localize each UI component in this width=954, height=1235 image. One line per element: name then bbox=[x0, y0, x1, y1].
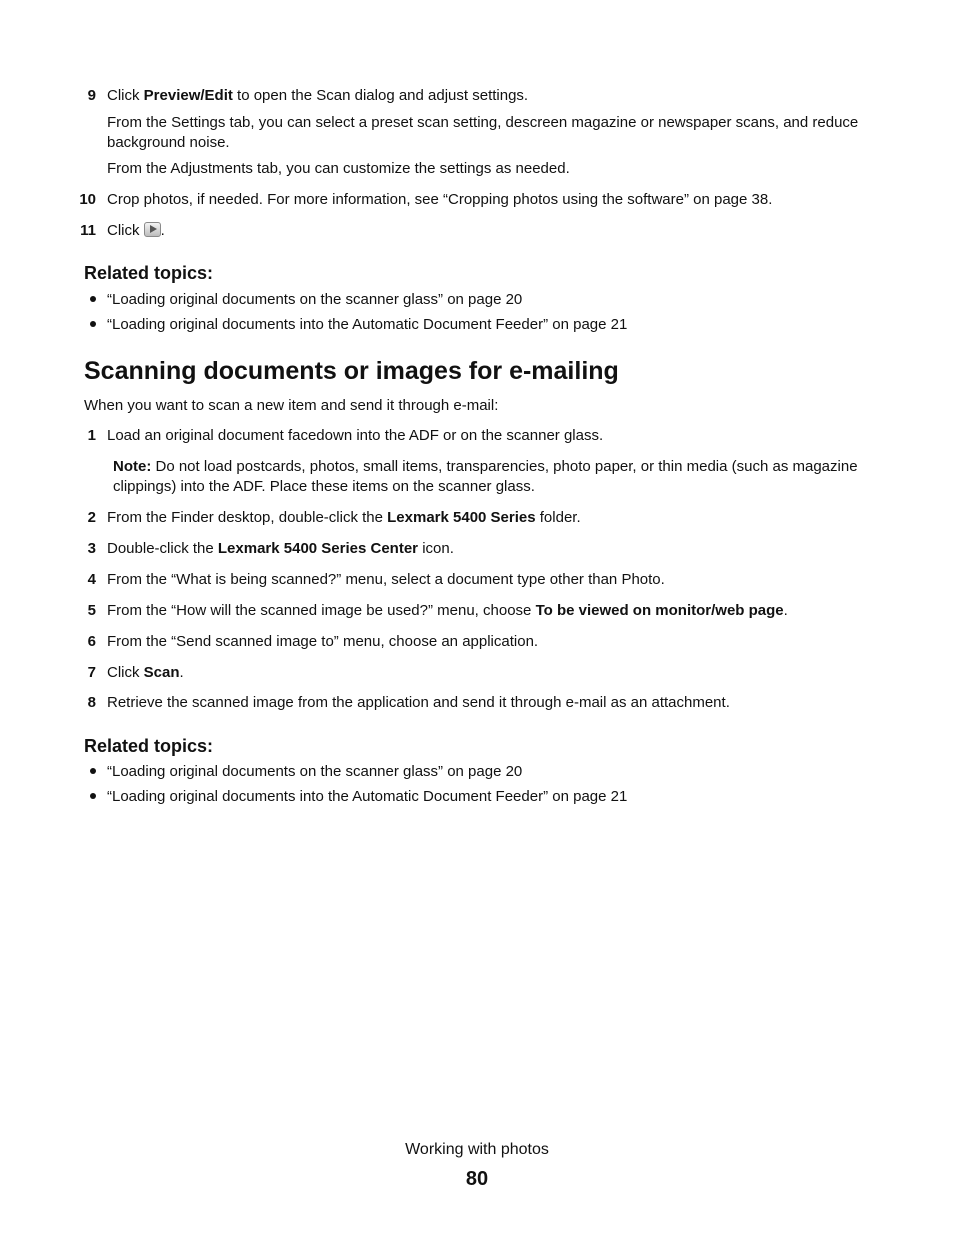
step-text-part: . bbox=[160, 222, 165, 239]
step-text-part: . bbox=[783, 602, 788, 619]
note-text: Do not load postcards, photos, small items, transparencies, photo paper, or thin media (such as magazine clippings) into the ADF. Place these items on the scanner glass. bbox=[113, 458, 858, 495]
step-number: 8 bbox=[87, 694, 96, 711]
related-topics-heading: Related topics: bbox=[84, 263, 214, 283]
step-number: 11 bbox=[80, 222, 96, 239]
step-number: 10 bbox=[79, 191, 96, 208]
step-text-bold: Preview/Edit bbox=[143, 87, 233, 104]
step-text-part: . bbox=[179, 664, 184, 681]
step-paragraph: From the Settings tab, you can select a preset scan setting, descreen magazine or newspaper scans, and reduce background noise. bbox=[107, 114, 859, 151]
section-title: Scanning documents or images for e-mailing bbox=[84, 357, 619, 385]
step-text-part: Click bbox=[107, 87, 144, 104]
step-text-part: icon. bbox=[418, 540, 454, 557]
step-text-part: Click bbox=[107, 222, 144, 239]
bullet-dot bbox=[90, 296, 96, 302]
step-text bbox=[107, 86, 528, 106]
related-topic-link[interactable]: “Loading original documents on the scanner glass” on page 20 bbox=[107, 291, 523, 308]
step-text bbox=[107, 570, 665, 590]
step-text-bold: To be viewed on monitor/web page bbox=[535, 602, 784, 619]
step-text-bold: Lexmark 5400 Series Center bbox=[217, 540, 419, 557]
related-topic-link[interactable]: “Loading original documents into the Automatic Document Feeder” on page 21 bbox=[107, 316, 628, 333]
step-text bbox=[107, 539, 454, 559]
step-text-part: Retrieve the scanned image from the application and send it through e-mail as an attachment. bbox=[107, 694, 730, 711]
step-text-part: folder. bbox=[535, 509, 581, 526]
step-number: 6 bbox=[87, 633, 96, 650]
intro-text: When you want to scan a new item and send it through e-mail: bbox=[84, 397, 499, 414]
related-topic-link[interactable]: “Loading original documents on the scanner glass” on page 20 bbox=[107, 763, 523, 780]
step-paragraph: From the Adjustments tab, you can customize the settings as needed. bbox=[107, 160, 570, 177]
step-number: 2 bbox=[87, 509, 96, 526]
page-number: 80 bbox=[465, 1168, 489, 1190]
bullet-dot bbox=[90, 768, 96, 774]
related-topics-heading: Related topics: bbox=[84, 736, 214, 756]
step-text-part: From the Finder desktop, double-click the bbox=[107, 509, 388, 526]
step-number: 1 bbox=[87, 427, 96, 444]
step-text bbox=[107, 508, 581, 528]
related-topic-link[interactable]: “Loading original documents into the Automatic Document Feeder” on page 21 bbox=[107, 788, 628, 805]
step-number: 9 bbox=[87, 87, 96, 104]
step-text bbox=[107, 601, 788, 621]
step-number: 5 bbox=[87, 602, 96, 619]
step-number: 4 bbox=[87, 571, 96, 588]
step-number: 3 bbox=[87, 540, 96, 557]
step-text-part: to open the Scan dialog and adjust settings. bbox=[232, 87, 529, 104]
step-number: 7 bbox=[87, 664, 96, 681]
step-text-part: Load an original document facedown into the ADF or on the scanner glass. bbox=[107, 427, 604, 444]
step-text-part: Click bbox=[107, 664, 144, 681]
step-text bbox=[107, 632, 538, 652]
step-text bbox=[107, 693, 730, 713]
step-text bbox=[107, 426, 603, 446]
bullet-dot bbox=[90, 793, 96, 799]
step-text-part: From the “Send scanned image to” menu, choose an application. bbox=[107, 633, 539, 650]
step-text-bold: Lexmark 5400 Series bbox=[387, 509, 536, 526]
step-text bbox=[107, 663, 184, 683]
step-text-bold: Scan bbox=[143, 664, 180, 681]
note-label: Note: bbox=[113, 458, 152, 475]
step-text: Crop photos, if needed. For more information, see “Cropping photos using the software” on page 38. bbox=[107, 191, 773, 208]
note bbox=[113, 457, 878, 497]
step-text-part: From the “How will the scanned image be used?” menu, choose bbox=[107, 602, 536, 619]
step-text-part: From the “What is being scanned?” menu, select a document type other than Photo. bbox=[107, 571, 665, 588]
step-text-part: Double-click the bbox=[107, 540, 218, 557]
bullet-dot bbox=[90, 321, 96, 327]
scan-play-icon bbox=[144, 222, 161, 237]
footer-chapter-label: Working with photos bbox=[405, 1141, 549, 1158]
step-text bbox=[107, 221, 165, 241]
